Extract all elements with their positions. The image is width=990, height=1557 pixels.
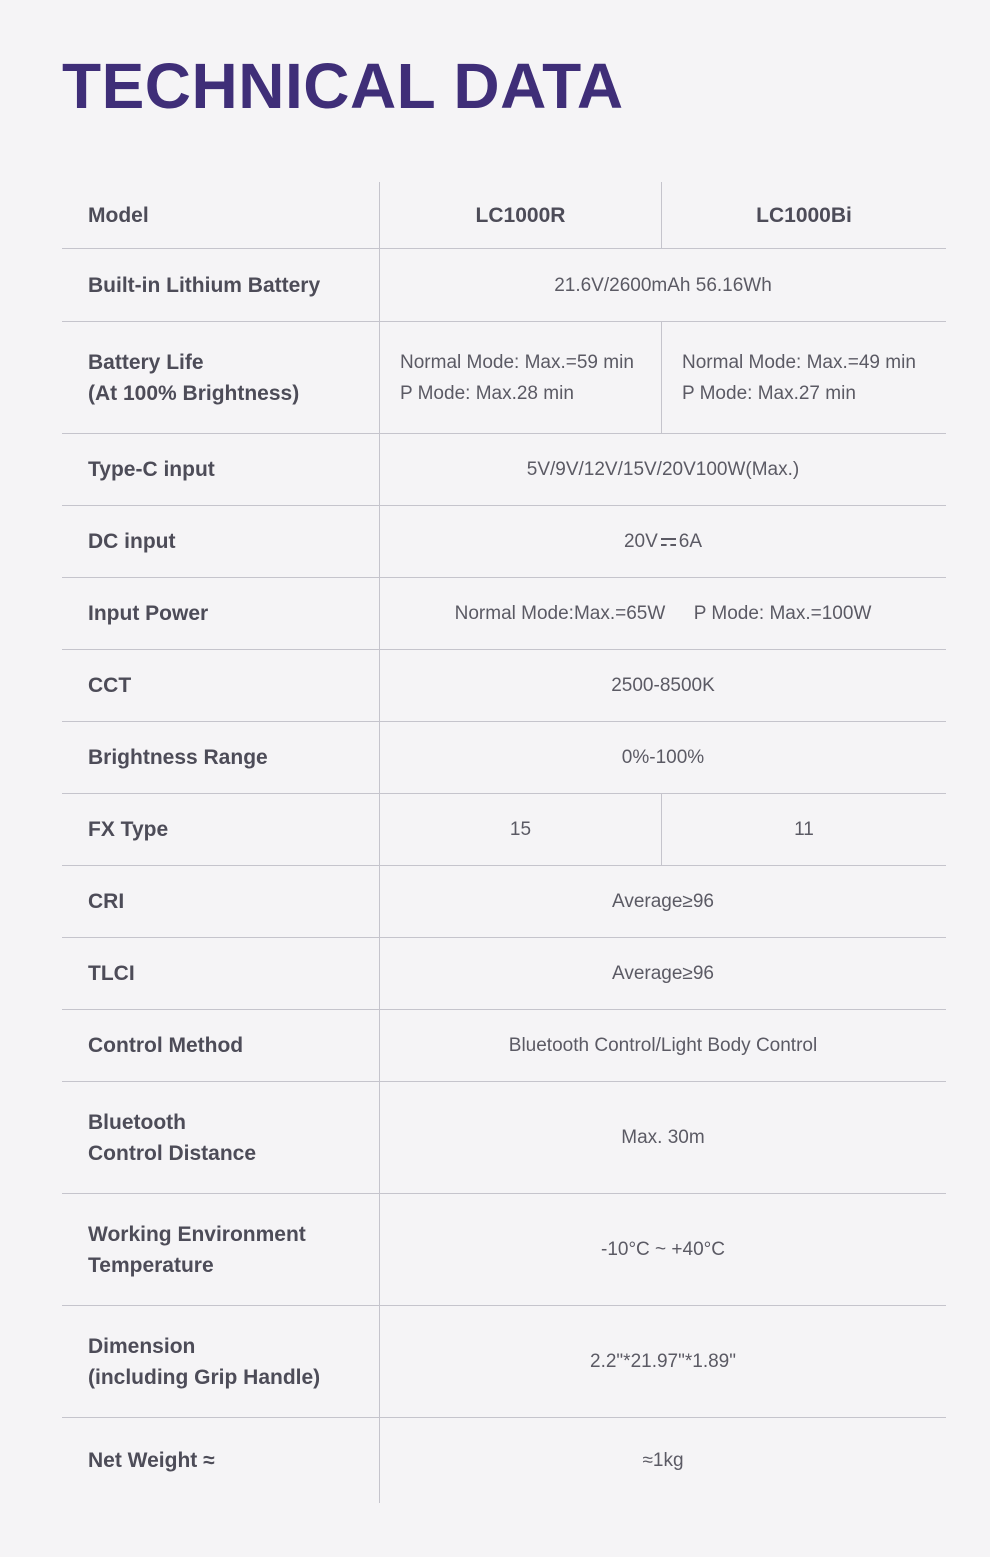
technical-data-page xyxy=(0,50,990,1557)
spec-label xyxy=(62,182,379,248)
cell-line: TLCI xyxy=(88,962,135,985)
cell-line: -10°C ~ +40°C xyxy=(601,1239,725,1260)
dc-symbol-icon xyxy=(661,536,676,548)
table-row-control-method xyxy=(62,1009,946,1081)
cell-line: Normal Mode: Max.=49 min xyxy=(682,351,916,373)
cell-line: Net Weight ≈ xyxy=(88,1449,215,1472)
spec-value xyxy=(379,866,946,937)
cell-line: Working Environment xyxy=(88,1222,306,1246)
cell-line: P Mode: Max.27 min xyxy=(682,382,856,404)
table-row-model xyxy=(62,182,946,248)
cell-line: 15 xyxy=(509,819,532,840)
spec-table xyxy=(62,182,946,1503)
spec-label xyxy=(62,722,379,793)
table-row-working-environment-temperature xyxy=(62,1193,946,1305)
table-row-battery-life xyxy=(62,321,946,433)
spec-label xyxy=(62,938,379,1009)
cell-line: Bluetooth Control/Light Body Control xyxy=(508,1035,818,1056)
spec-label xyxy=(62,434,379,505)
spec-value xyxy=(661,794,946,865)
spec-value xyxy=(379,506,946,577)
table-row-fx-type xyxy=(62,793,946,865)
cell-line: (At 100% Brightness) xyxy=(88,381,300,405)
cell-line: 2.2"*21.97"*1.89" xyxy=(590,1351,736,1372)
cell-line: Model xyxy=(88,203,149,227)
cell-line: Brightness Range xyxy=(88,746,268,769)
spec-label xyxy=(62,794,379,865)
cell-line: 5V/9V/12V/15V/20V100W(Max.) xyxy=(526,459,800,480)
cell-line: 20V 6A xyxy=(623,531,703,552)
cell-line: Dimension xyxy=(88,1334,196,1358)
spec-value xyxy=(379,722,946,793)
spec-value xyxy=(379,938,946,1009)
cell-line: 0%-100% xyxy=(621,747,705,768)
cell-line: Battery Life xyxy=(88,350,204,374)
table-row-net-weight xyxy=(62,1417,946,1503)
table-row-input-power xyxy=(62,577,946,649)
spec-label xyxy=(62,322,379,433)
cell-line: Control Method xyxy=(88,1034,244,1057)
spec-value xyxy=(661,322,946,433)
cell-line: Built-in Lithium Battery xyxy=(88,273,321,297)
cell-line: LC1000R xyxy=(475,203,566,227)
spec-value xyxy=(379,182,661,248)
spec-value xyxy=(379,650,946,721)
spec-value xyxy=(661,182,946,248)
cell-line: LC1000Bi xyxy=(756,203,852,227)
cell-line: FX Type xyxy=(88,818,169,841)
table-row-built-in-lithium-battery xyxy=(62,248,946,321)
table-row-bluetooth-control-distance xyxy=(62,1081,946,1193)
cell-line: Max. 30m xyxy=(621,1127,705,1148)
spec-value xyxy=(379,1082,946,1193)
cell-line: CCT xyxy=(88,674,132,697)
spec-value xyxy=(379,1010,946,1081)
table-row-cri xyxy=(62,865,946,937)
cell-line: Temperature xyxy=(88,1253,214,1277)
spec-label xyxy=(62,506,379,577)
table-row-dimension xyxy=(62,1305,946,1417)
cell-line: Average≥96 xyxy=(612,891,714,912)
cell-line: Bluetooth xyxy=(88,1110,186,1134)
spec-value xyxy=(379,322,661,433)
table-row-tlci xyxy=(62,937,946,1009)
cell-line: DC input xyxy=(88,530,176,553)
page-title: TECHNICAL DATA xyxy=(62,50,624,122)
spec-label xyxy=(62,578,379,649)
cell-line: 21.6V/2600mAh 56.16Wh xyxy=(554,274,772,296)
cell-line: Normal Mode:Max.=65W P Mode: Max.=100W xyxy=(454,603,872,624)
spec-value xyxy=(379,794,661,865)
table-row-type-c-input xyxy=(62,433,946,505)
spec-label xyxy=(62,1194,379,1305)
spec-label xyxy=(62,249,379,321)
cell-line: Type-C input xyxy=(88,458,215,481)
spec-value xyxy=(379,1306,946,1417)
cell-line: Input Power xyxy=(88,602,209,625)
spec-label xyxy=(62,866,379,937)
spec-value xyxy=(379,434,946,505)
spec-label xyxy=(62,1082,379,1193)
cell-line: 11 xyxy=(794,819,814,840)
cell-line: Normal Mode: Max.=59 min xyxy=(400,351,634,373)
spec-value xyxy=(379,249,946,321)
cell-line: CRI xyxy=(88,890,125,913)
spec-label xyxy=(62,1306,379,1417)
table-row-cct xyxy=(62,649,946,721)
cell-line: P Mode: Max.28 min xyxy=(400,382,574,404)
spec-label xyxy=(62,1010,379,1081)
table-row-brightness-range xyxy=(62,721,946,793)
spec-label xyxy=(62,1418,379,1503)
cell-line: (including Grip Handle) xyxy=(88,1365,321,1389)
cell-line: Control Distance xyxy=(88,1141,257,1165)
spec-value xyxy=(379,578,946,649)
cell-line: Average≥96 xyxy=(612,963,714,984)
spec-value xyxy=(379,1418,946,1503)
spec-label xyxy=(62,650,379,721)
cell-line: ≈1kg xyxy=(642,1450,684,1471)
table-row-dc-input xyxy=(62,505,946,577)
spec-value xyxy=(379,1194,946,1305)
cell-line: 2500-8500K xyxy=(611,675,715,696)
